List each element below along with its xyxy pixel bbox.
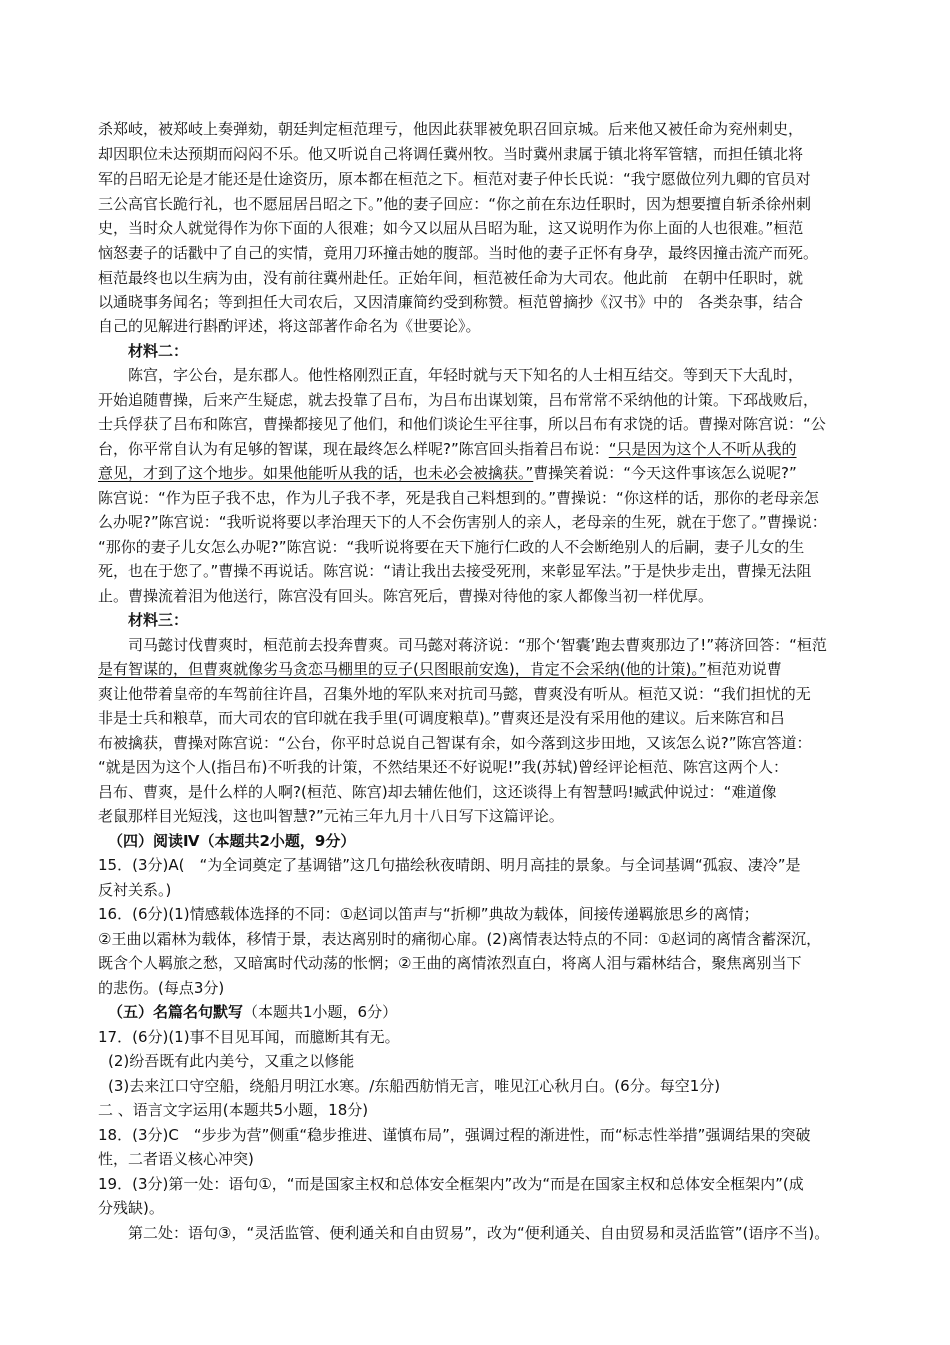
text-line: “就是因为这个人(指吕布)不听我的计策，不然结果还不好说呢!”我(苏轼)曾经评论桓范、陈宫这两个人： xyxy=(98,758,788,776)
text-segment: 桓范劝说曹 xyxy=(706,660,782,678)
text-line: 爽让他带着皇帝的车驾前往许昌，召集外地的军队来对抗司马懿，曹爽没有听从。桓范又说：“我们担忧的无 xyxy=(98,685,811,703)
answer-line: 16．(6分)(1)情感载体选择的不同：①赵词以笛声与“折柳”典故为载体，间接传递羁旅思乡的离情； xyxy=(98,905,759,923)
answer-line: 反衬关系。) xyxy=(98,881,172,899)
text-line: 陈宫说：“作为臣子我不忠，作为儿子我不孝，死是我自己料想到的。”曹操说：“你这样的话，那你的老母亲怎 xyxy=(98,489,819,507)
text-line: 桓范最终也以生病为由，没有前往冀州赴任。正始年间，桓范被任命为大司农。他此前 在朝中任职时，就 xyxy=(98,269,804,287)
text-line: 死，也在于您了。”曹操不再说话。陈宫说：“请让我出去接受死刑，来彰显军法。”于是快步走出，曹操无法阻 xyxy=(98,562,812,580)
text-line: 却因职位未达预期而闷闷不乐。他又听说自己将调任冀州牧。当时冀州隶属于镇北将军管辖，而担任镇北将 xyxy=(98,145,804,163)
text-line: 自己的见解进行斟酌评述，将这部著作命名为《世要论》。 xyxy=(98,317,481,335)
underlined-quote: 是有智谋的，但曹爽就像劣马贪恋马棚里的豆子(只图眼前安逸)，肯定不会采纳(他的计策)。” xyxy=(98,660,707,678)
answer-line: 分残缺)。 xyxy=(98,1199,164,1217)
section-heading-famous-quotes xyxy=(108,1000,858,1024)
text-line: 士兵俘获了吕布和陈宫，曹操都接见了他们，和他们谈论生平往事，所以吕布有求饶的话。曹操对陈宫说：“公 xyxy=(98,415,826,433)
text-segment: 曹操笑着说：“今天这件事该怎么说呢?” xyxy=(533,464,797,482)
heading-note: （本题共1小题，6分） xyxy=(243,1003,398,1021)
text-line: 恼怒妻子的话戳中了自己的实情，竟用刀环撞击她的腹部。当时他的妻子正怀有身孕，最终因撞击流产而死。 xyxy=(98,244,819,262)
answer-line: ②王曲以霜林为载体，移情于景，表达离别时的痛彻心扉。(2)离情表达特点的不同：①赵词的离情含蓄深沉， xyxy=(98,930,822,948)
text-line xyxy=(98,437,858,461)
answer-line: 15．(3分)A( “为全词奠定了基调错”这几句描绘秋夜晴朗、明月高挂的景象。与全词基调“孤寂、凄冷”是 xyxy=(98,856,801,874)
text-line: 开始追随曹操，后来产生疑虑，就去投靠了吕布，为吕布出谋划策，吕布常常不采纳他的计策。下邳战败后， xyxy=(98,391,819,409)
text-line: 军的吕昭无论是才能还是仕途资历，原本都在桓范之下。桓范对妻子仲长氏说：“我宁愿做位列九卿的官员对 xyxy=(98,170,811,188)
text-line: 以通晓事务闻名；等到担任大司农后，又因清廉简约受到称赞。桓范曾摘抄《汉书》中的 各类杂事，结合 xyxy=(98,293,804,311)
text-line: 史，当时众人就觉得作为你下面的人很难；如今又以屈从吕昭为耻，这又说明作为你上面的人也很难。”桓范 xyxy=(98,219,804,237)
answer-line: 性，二者语义核心冲突) xyxy=(98,1150,254,1168)
answer-line: 第二处：语句③，“灵活监管、便利通关和自由贸易”，改为“便利通关、自由贸易和灵活监管”(语序不当)。 xyxy=(128,1224,830,1242)
text-line: 止。曹操流着泪为他送行，陈宫没有回头。陈宫死后，曹操对待他的家人都像当初一样优厚。 xyxy=(98,587,714,605)
text-line xyxy=(98,657,858,681)
section-heading-language: 二 、语言文字运用(本题共5小题，18分) xyxy=(98,1101,369,1119)
section-heading-reading-4: （四）阅读Ⅳ（本题共2小题，9分） xyxy=(108,832,356,850)
answer-line: 18．(3分)C “步步为营”侧重“稳步推进、谨慎布局”，强调过程的渐进性，而“标志性举措”强调结果的突破 xyxy=(98,1126,811,1144)
text-line: 司马懿讨伐曹爽时，桓范前去投奔曹爽。司马懿对蒋济说：“那个‘智囊’跑去曹爽那边了!”蒋济回答：“桓范 xyxy=(128,636,827,654)
heading-label: （五）名篇名句默写 xyxy=(108,1003,244,1021)
section-heading-material-3: 材料三： xyxy=(128,611,189,629)
answer-line: 19．(3分)第一处：语句①，“而是国家主权和总体安全框架内”改为“而是在国家主权和总体安全框架内”(成 xyxy=(98,1175,804,1193)
text-line: 陈宫，字公台，是东郡人。他性格刚烈正直，年轻时就与天下知名的人士相互结交。等到天下大乱时， xyxy=(128,366,804,384)
text-line: 布被擒获，曹操对陈宫说：“公台，你平时总说自己智谋有余，如今落到这步田地，又该怎么说?”陈宫答道： xyxy=(98,734,812,752)
answer-line: (2)纷吾既有此内美兮，又重之以修能 xyxy=(108,1052,355,1070)
underlined-quote: 意见，才到了这个地步。如果他能听从我的话，也未必会被擒获。” xyxy=(98,464,534,482)
underlined-quote: “只是因为这个人不听从我的 xyxy=(608,440,797,458)
text-line: 非是士兵和粮草，而大司农的官印就在我手里(可调度粮草)。”曹爽还是没有采用他的建议。后来陈宫和吕 xyxy=(98,709,785,727)
text-line: 吕布、曹爽，是什么样的人啊?(桓范、陈宫)却去辅佐他们，这还谈得上有智慧吗!臧武仲说过：“难道像 xyxy=(98,783,777,801)
answer-line: 17．(6分)(1)事不目见耳闻，而臆断其有无。 xyxy=(98,1028,400,1046)
text-segment: 台，你平常自认为有足够的智谋，现在最终怎么样呢?”陈宫回头指着吕布说： xyxy=(98,440,609,458)
answer-line: (3)去来江口守空船，绕船月明江水寒。/东船西舫悄无言，唯见江心秋月白。(6分。每空1分) xyxy=(108,1077,721,1095)
text-line: 三公高官长跪行礼，也不愿屈居吕昭之下。”他的妻子回应：“你之前在东边任职时，因为想要擅自斩杀徐州刺 xyxy=(98,195,812,213)
section-heading-material-2: 材料二： xyxy=(128,342,189,360)
answer-line: 既含个人羁旅之愁，又暗寓时代动荡的怅惘；②王曲的离情浓烈直白，将离人泪与霜林结合，聚焦离别当下 xyxy=(98,954,802,972)
text-line: “那你的妻子儿女怎么办呢?”陈宫说：“我听说将要在天下施行仁政的人不会断绝别人的后嗣，妻子儿女的生 xyxy=(98,538,805,556)
text-line: 么办呢?”陈宫说：“我听说将要以孝治理天下的人不会伤害别人的亲人，老母亲的生死，就在于您了。”曹操说： xyxy=(98,513,827,531)
text-line xyxy=(98,461,858,485)
answer-line: 的悲伤。(每点3分) xyxy=(98,979,225,997)
text-line: 杀郑岐，被郑岐上奏弹劾，朝廷判定桓范理亏，他因此获罪被免职召回京城。后来他又被任命为兖州刺史， xyxy=(98,120,804,138)
text-line: 老鼠那样目光短浅，这也叫智慧?”元祐三年九月十八日写下这篇评论。 xyxy=(98,807,564,825)
